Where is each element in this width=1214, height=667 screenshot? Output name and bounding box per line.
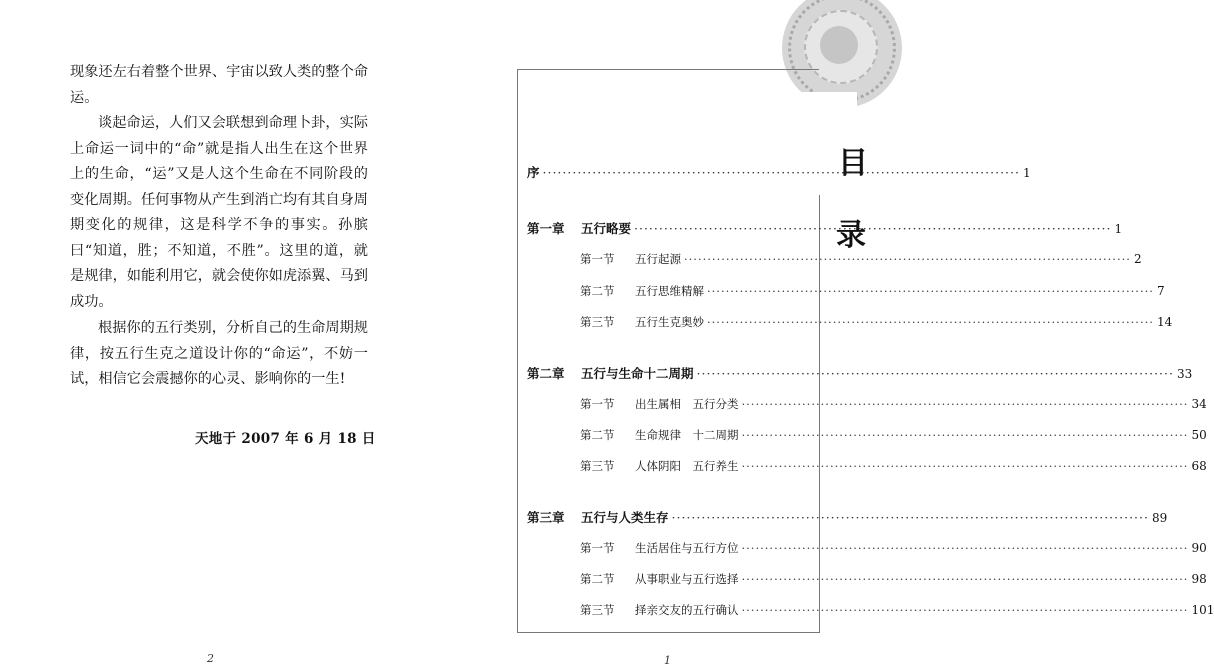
- chapter-title: 五行与生命十二周期: [581, 366, 694, 381]
- section-page: 34: [1191, 397, 1207, 411]
- toc-section-2-3[interactable]: [580, 458, 1207, 474]
- paragraph-1: 现象还左右着整个世界、宇宙以致人类的整个命运。: [70, 64, 368, 106]
- signature-date: 天地于 2007 年 6 月 18 日: [195, 431, 376, 447]
- chapter-title: 五行略要: [581, 221, 632, 236]
- leader-dots: [742, 397, 1189, 411]
- toc-title-char-1: 目: [838, 146, 868, 181]
- toc-section-1-1[interactable]: [580, 251, 1142, 267]
- toc-chapter-3[interactable]: [527, 508, 1168, 526]
- section-page: 90: [1191, 541, 1207, 555]
- leader-dots: [634, 221, 1111, 236]
- leader-dots: [742, 428, 1189, 442]
- paragraph-2: 谈起命运，人们又会联想到命理卜卦，实际上命运一词中的“命”就是指人出生在这个世界上的生命，“运”又是人这个生命在不同阶段的变化周期。任何事物从产生到消亡均有其自身周期变化的规律，这是科学不争的事实。孙膑曰“知道，胜；不知道，不胜”。这里的道，就是规律，如能利用它，就会使你如虎添翼、马到成功。: [70, 115, 368, 310]
- chapter-title: 五行与人类生存: [581, 510, 669, 525]
- chapter-label: 第三章: [527, 510, 565, 525]
- toc-section-2-2[interactable]: [580, 427, 1207, 443]
- section-label: 第三节: [580, 603, 615, 617]
- section-label: 第一节: [580, 397, 615, 411]
- section-label: 第一节: [580, 252, 615, 266]
- section-label: 第二节: [580, 428, 615, 442]
- chapter-page: 33: [1176, 367, 1193, 381]
- toc-title-char-2: 录: [836, 218, 866, 253]
- leader-dots: [543, 165, 1020, 180]
- leader-dots: [684, 252, 1131, 266]
- section-title: 五行思维精解: [635, 284, 704, 298]
- section-label: 第一节: [580, 541, 615, 555]
- left-page-number: 2: [207, 652, 214, 665]
- toc-section-3-3[interactable]: [580, 602, 1214, 618]
- left-page: [0, 0, 430, 665]
- section-page: 68: [1191, 459, 1207, 473]
- toc-section-1-2[interactable]: [580, 283, 1165, 299]
- leader-dots: [697, 366, 1174, 381]
- paragraph-3: 根据你的五行类别，分析自己的生命周期规律，按五行生克之道设计你的“命运”，不妨一试，相信它会震撼你的心灵、影响你的一生!: [70, 320, 368, 387]
- section-title: 五行生克奥妙: [635, 315, 704, 329]
- section-title: 从事职业与五行选择: [635, 572, 739, 586]
- leader-dots: [742, 603, 1189, 617]
- toc-chapter-1[interactable]: [527, 219, 1123, 237]
- chapter-page: 89: [1151, 511, 1168, 525]
- section-title: 生命规律 十二周期: [635, 428, 739, 442]
- toc-section-3-1[interactable]: [580, 540, 1207, 556]
- section-label: 第二节: [580, 284, 615, 298]
- section-title: 出生属相 五行分类: [635, 397, 739, 411]
- chapter-page: 1: [1114, 222, 1123, 236]
- section-page: 101: [1191, 603, 1214, 617]
- leader-dots: [742, 572, 1189, 586]
- toc-section-3-2[interactable]: [580, 571, 1207, 587]
- section-title: 择亲交友的五行确认: [635, 603, 739, 617]
- section-page: 7: [1156, 284, 1165, 298]
- section-title: 人体阴阳 五行养生: [635, 459, 739, 473]
- leader-dots: [742, 541, 1189, 555]
- section-title: 生活居住与五行方位: [635, 541, 739, 555]
- section-label: 第三节: [580, 459, 615, 473]
- toc-preface[interactable]: [527, 163, 1031, 181]
- toc-section-2-1[interactable]: [580, 396, 1207, 412]
- section-page: 2: [1133, 252, 1142, 266]
- chapter-label: 第一章: [527, 221, 565, 236]
- leader-dots: [672, 510, 1149, 525]
- leader-dots: [707, 284, 1154, 298]
- section-page: 98: [1191, 572, 1207, 586]
- leader-dots: [707, 315, 1154, 329]
- toc-section-1-3[interactable]: [580, 314, 1173, 330]
- toc-chapter-2[interactable]: [527, 364, 1193, 382]
- section-label: 第二节: [580, 572, 615, 586]
- toc-preface-page: 1: [1022, 166, 1031, 180]
- section-label: 第三节: [580, 315, 615, 329]
- section-page: 14: [1156, 315, 1173, 329]
- right-page-number: 1: [664, 654, 671, 667]
- section-title: 五行起源: [635, 252, 681, 266]
- section-page: 50: [1191, 428, 1207, 442]
- chapter-label: 第二章: [527, 366, 565, 381]
- toc-preface-label: 序: [527, 165, 540, 180]
- leader-dots: [742, 459, 1189, 473]
